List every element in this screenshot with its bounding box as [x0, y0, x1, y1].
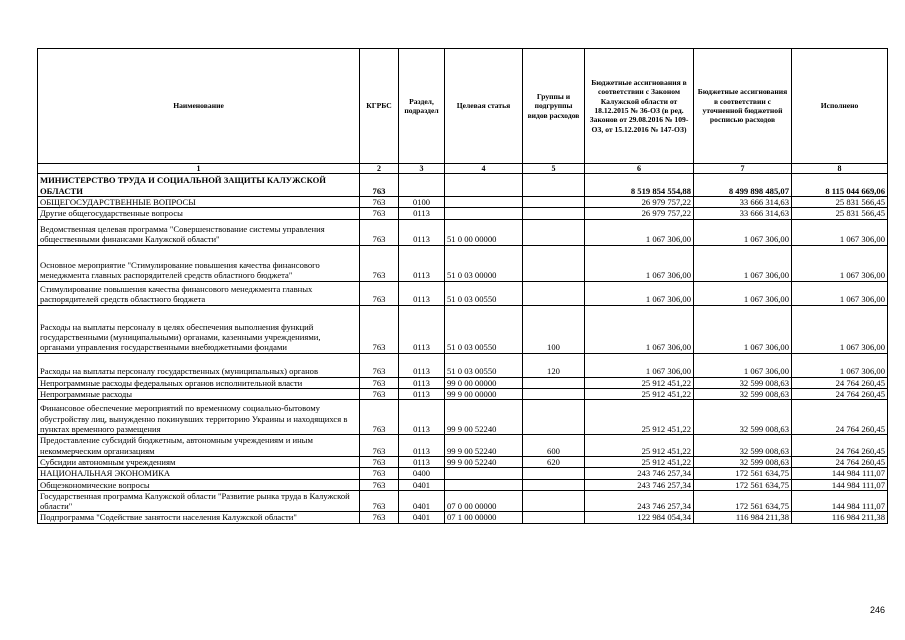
row-target-article: 51 0 03 00000	[445, 245, 523, 281]
row-section: 0401	[399, 479, 445, 490]
row-name: ОБЩЕГОСУДАРСТВЕННЫЕ ВОПРОСЫ	[38, 197, 360, 208]
row-expense-group: 100	[523, 305, 585, 353]
row-target-article	[445, 479, 523, 490]
table-row	[38, 490, 888, 512]
header-section: Раздел, подраздел	[399, 49, 445, 164]
row-name: Расходы на выплаты персоналу государственных (муниципальных) органов	[38, 353, 360, 377]
row-kgrbs: 763	[360, 490, 399, 512]
row-executed: 24 764 260,45	[792, 456, 888, 467]
row-name: Субсидии автономным учреждениям	[38, 456, 360, 467]
row-budget-refined: 32 599 008,63	[694, 377, 792, 388]
row-kgrbs: 763	[360, 388, 399, 399]
page-number: 246	[869, 605, 885, 615]
row-name: Предоставление субсидий бюджетным, автономным учреждениям и иным некоммерческим организациям	[38, 435, 360, 457]
row-budget-law: 8 519 854 554,88	[585, 174, 694, 197]
table-row	[38, 305, 888, 353]
row-expense-group	[523, 490, 585, 512]
row-target-article	[445, 174, 523, 197]
row-executed: 1 067 306,00	[792, 305, 888, 353]
header-budget-law: Бюджетные ассигнования в соответствии с Законом Калужской области от 18.12.2015 № 36-ОЗ (в ред. Законов от 29.08.2016 № 109-ОЗ, от 15.12.2016 № 147-ОЗ)	[585, 49, 694, 164]
row-kgrbs: 763	[360, 512, 399, 523]
row-expense-group	[523, 388, 585, 399]
budget-execution-table	[37, 48, 888, 524]
row-budget-refined: 1 067 306,00	[694, 245, 792, 281]
row-budget-law: 26 979 757,22	[585, 208, 694, 219]
row-expense-group	[523, 281, 585, 305]
table-row	[38, 400, 888, 435]
header-budget-refined: Бюджетные ассигнования в соответствии с уточненной бюджетной росписью расходов	[694, 49, 792, 164]
column-number: 6	[585, 164, 694, 174]
row-expense-group	[523, 197, 585, 208]
row-kgrbs: 763	[360, 435, 399, 457]
row-expense-group	[523, 377, 585, 388]
row-kgrbs: 763	[360, 305, 399, 353]
row-target-article: 07 1 00 00000	[445, 512, 523, 523]
row-section: 0113	[399, 435, 445, 457]
row-executed: 144 984 111,07	[792, 468, 888, 479]
row-executed: 1 067 306,00	[792, 353, 888, 377]
row-section: 0100	[399, 197, 445, 208]
column-numbers-row	[38, 164, 888, 174]
table-row	[38, 468, 888, 479]
column-number: 5	[523, 164, 585, 174]
row-section: 0401	[399, 512, 445, 523]
row-budget-law: 243 746 257,34	[585, 468, 694, 479]
table-row	[38, 377, 888, 388]
row-target-article: 51 0 00 00000	[445, 219, 523, 245]
header-target: Целевая статья	[445, 49, 523, 164]
row-executed: 25 831 566,45	[792, 197, 888, 208]
row-target-article: 51 0 03 00550	[445, 305, 523, 353]
row-expense-group	[523, 219, 585, 245]
row-budget-law: 25 912 451,22	[585, 435, 694, 457]
row-target-article	[445, 208, 523, 219]
table-row	[38, 435, 888, 457]
table-row	[38, 197, 888, 208]
row-name: Подпрограмма "Содействие занятости населения Калужской области"	[38, 512, 360, 523]
row-budget-law: 1 067 306,00	[585, 245, 694, 281]
row-executed: 24 764 260,45	[792, 377, 888, 388]
row-executed: 24 764 260,45	[792, 435, 888, 457]
row-target-article	[445, 468, 523, 479]
row-kgrbs: 763	[360, 353, 399, 377]
row-budget-refined: 172 561 634,75	[694, 479, 792, 490]
row-target-article	[445, 197, 523, 208]
row-section: 0113	[399, 456, 445, 467]
row-expense-group	[523, 512, 585, 523]
row-name: НАЦИОНАЛЬНАЯ ЭКОНОМИКА	[38, 468, 360, 479]
row-budget-law: 25 912 451,22	[585, 377, 694, 388]
row-kgrbs: 763	[360, 468, 399, 479]
row-budget-refined: 32 599 008,63	[694, 400, 792, 435]
row-name: Стимулирование повышения качества финансового менеджмента главных распорядителей средств областного бюджета	[38, 281, 360, 305]
row-section: 0113	[399, 281, 445, 305]
row-budget-refined: 1 067 306,00	[694, 305, 792, 353]
row-section: 0113	[399, 219, 445, 245]
row-executed: 8 115 044 669,06	[792, 174, 888, 197]
row-target-article: 51 0 03 00550	[445, 281, 523, 305]
row-executed: 24 764 260,45	[792, 388, 888, 399]
row-budget-law: 25 912 451,22	[585, 456, 694, 467]
row-budget-refined: 8 499 898 485,07	[694, 174, 792, 197]
row-section: 0400	[399, 468, 445, 479]
row-expense-group: 600	[523, 435, 585, 457]
table-row	[38, 245, 888, 281]
row-kgrbs: 763	[360, 174, 399, 197]
row-kgrbs: 763	[360, 208, 399, 219]
row-name: Государственная программа Калужской области "Развитие рынка труда в Калужской области"	[38, 490, 360, 512]
row-target-article: 51 0 03 00550	[445, 353, 523, 377]
row-expense-group	[523, 400, 585, 435]
row-budget-law: 26 979 757,22	[585, 197, 694, 208]
row-target-article: 99 9 00 00000	[445, 388, 523, 399]
row-kgrbs: 763	[360, 400, 399, 435]
row-section	[399, 174, 445, 197]
row-executed: 1 067 306,00	[792, 281, 888, 305]
row-name: Общеэкономические вопросы	[38, 479, 360, 490]
row-section: 0113	[399, 208, 445, 219]
row-executed: 1 067 306,00	[792, 245, 888, 281]
row-budget-law: 1 067 306,00	[585, 353, 694, 377]
header-group: Группы и подгруппы видов расходов	[523, 49, 585, 164]
table-row	[38, 208, 888, 219]
row-section: 0113	[399, 353, 445, 377]
header-kgrbs: КГРБС	[360, 49, 399, 164]
row-kgrbs: 763	[360, 245, 399, 281]
row-target-article: 99 9 00 52240	[445, 435, 523, 457]
row-budget-refined: 1 067 306,00	[694, 353, 792, 377]
column-number: 2	[360, 164, 399, 174]
column-number: 4	[445, 164, 523, 174]
row-budget-refined: 32 599 008,63	[694, 456, 792, 467]
row-budget-law: 1 067 306,00	[585, 281, 694, 305]
column-number: 1	[38, 164, 360, 174]
row-budget-law: 243 746 257,34	[585, 490, 694, 512]
row-target-article: 07 0 00 00000	[445, 490, 523, 512]
row-name: Другие общегосударственные вопросы	[38, 208, 360, 219]
row-expense-group: 120	[523, 353, 585, 377]
row-budget-refined: 32 599 008,63	[694, 435, 792, 457]
row-budget-refined: 1 067 306,00	[694, 281, 792, 305]
row-executed: 116 984 211,38	[792, 512, 888, 523]
row-expense-group	[523, 468, 585, 479]
row-section: 0113	[399, 377, 445, 388]
row-kgrbs: 763	[360, 219, 399, 245]
row-budget-refined: 33 666 314,63	[694, 208, 792, 219]
row-expense-group	[523, 245, 585, 281]
row-name: Ведомственная целевая программа "Совершенствование системы управления общественными финансами Калужской области"	[38, 219, 360, 245]
column-number: 3	[399, 164, 445, 174]
row-executed: 1 067 306,00	[792, 219, 888, 245]
header-name: Наименование	[38, 49, 360, 164]
row-executed: 24 764 260,45	[792, 400, 888, 435]
row-name: Финансовое обеспечение мероприятий по временному социально-бытовому обустройству лиц, вынужденно покинувших территорию Украины и находящихся в пунктах временного размещения	[38, 400, 360, 435]
row-budget-law: 243 746 257,34	[585, 479, 694, 490]
row-kgrbs: 763	[360, 456, 399, 467]
header-row	[38, 49, 888, 164]
row-expense-group	[523, 479, 585, 490]
row-executed: 25 831 566,45	[792, 208, 888, 219]
row-budget-law: 122 984 054,34	[585, 512, 694, 523]
row-expense-group: 620	[523, 456, 585, 467]
row-budget-refined: 172 561 634,75	[694, 490, 792, 512]
row-executed: 144 984 111,07	[792, 479, 888, 490]
row-budget-law: 25 912 451,22	[585, 400, 694, 435]
row-expense-group	[523, 174, 585, 197]
table-row	[38, 479, 888, 490]
row-section: 0113	[399, 305, 445, 353]
row-budget-law: 25 912 451,22	[585, 388, 694, 399]
row-kgrbs: 763	[360, 479, 399, 490]
column-number: 7	[694, 164, 792, 174]
table-body	[38, 174, 888, 524]
row-name: Расходы на выплаты персоналу в целях обеспечения выполнения функций государственными (муниципальными) органами, казенными учреждениями, органами управления государственными внебюджетными фондами	[38, 305, 360, 353]
row-section: 0401	[399, 490, 445, 512]
table-row	[38, 388, 888, 399]
row-budget-refined: 32 599 008,63	[694, 388, 792, 399]
row-name: Основное мероприятие "Стимулирование повышения качества финансового менеджмента главных распорядителей средств областного бюджета"	[38, 245, 360, 281]
row-budget-refined: 33 666 314,63	[694, 197, 792, 208]
row-budget-refined: 116 984 211,38	[694, 512, 792, 523]
table-row	[38, 353, 888, 377]
row-target-article: 99 9 00 52240	[445, 400, 523, 435]
row-name: Непрограммные расходы	[38, 388, 360, 399]
row-name: МИНИСТЕРСТВО ТРУДА И СОЦИАЛЬНОЙ ЗАЩИТЫ КАЛУЖСКОЙ ОБЛАСТИ	[38, 174, 360, 197]
row-expense-group	[523, 208, 585, 219]
header-executed: Исполнено	[792, 49, 888, 164]
row-kgrbs: 763	[360, 377, 399, 388]
row-budget-refined: 1 067 306,00	[694, 219, 792, 245]
row-executed: 144 984 111,07	[792, 490, 888, 512]
row-budget-law: 1 067 306,00	[585, 219, 694, 245]
row-section: 0113	[399, 400, 445, 435]
row-target-article: 99 9 00 52240	[445, 456, 523, 467]
table-row	[38, 219, 888, 245]
row-budget-law: 1 067 306,00	[585, 305, 694, 353]
row-kgrbs: 763	[360, 281, 399, 305]
row-budget-refined: 172 561 634,75	[694, 468, 792, 479]
table-row	[38, 456, 888, 467]
table-row	[38, 174, 888, 197]
row-kgrbs: 763	[360, 197, 399, 208]
column-number: 8	[792, 164, 888, 174]
table-row	[38, 281, 888, 305]
table-row	[38, 512, 888, 523]
row-section: 0113	[399, 245, 445, 281]
row-name: Непрограммные расходы федеральных органов исполнительной власти	[38, 377, 360, 388]
row-target-article: 99 0 00 00000	[445, 377, 523, 388]
row-section: 0113	[399, 388, 445, 399]
